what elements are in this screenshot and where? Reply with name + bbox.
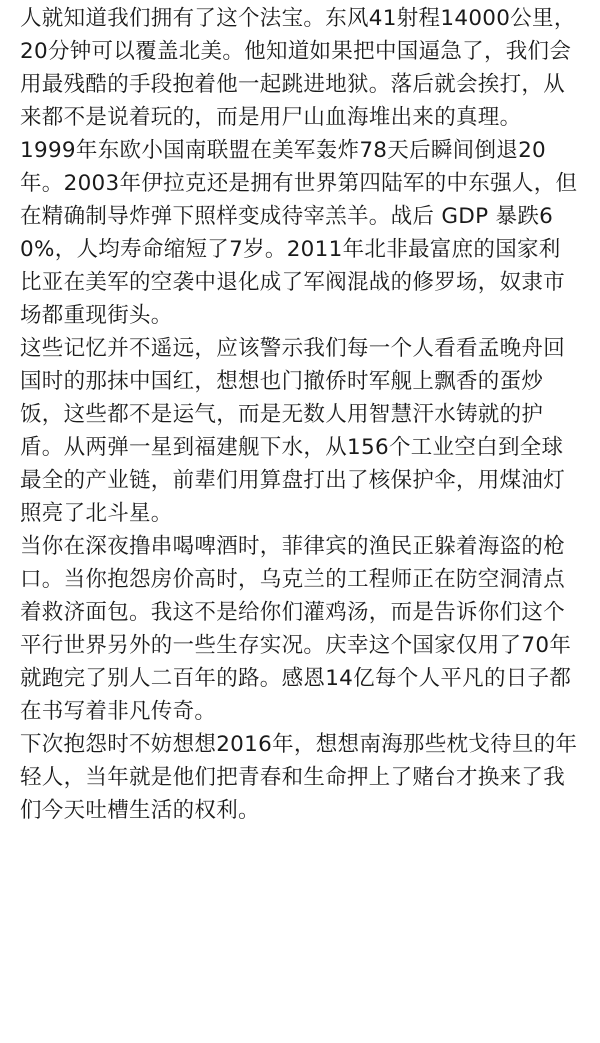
paragraph-history: 1999年东欧小国南联盟在美军轰炸78天后瞬间倒退20年。2003年伊拉克还是拥有世界第四陆军的中东强人，但在精确制导炸弹下照样变成待宰羔羊。战后 GDP 暴跌60%，人均寿命缩短了7岁。2011年北非最富庶的国家利比亚在美军的空袭中退化成了军阀混战的修罗场，奴隶市场都重现街头。 [20,138,578,328]
paragraph-closing: 下次抱怨时不妨想想2016年，想想南海那些枕戈待旦的年轻人，当年就是他们把青春和生命押上了赌台才换来了我们今天吐槽生活的权利。 [20,732,578,823]
article-body [20,2,580,827]
paragraph-memory: 这些记忆并不遥远，应该警示我们每一个人看看孟晚舟回国时的那抹中国红，想想也门撤侨时军舰上飘香的蛋炒饭，这些都不是运气，而是无数人用智慧汗水铸就的护盾。从两弹一星到福建舰下水，从156个工业空白到全球最全的产业链，前辈们用算盘打出了核保护伞，用煤油灯照亮了北斗星。 [20,336,566,526]
paragraph-contrast: 当你在深夜撸串喝啤酒时，菲律宾的渔民正躲着海盗的枪口。当你抱怨房价高时，乌克兰的工程师正在防空洞清点着救济面包。我这不是给你们灌鸡汤，而是告诉你们这个平行世界另外的一些生存实况。庆幸这个国家仅用了70年就跑完了别人二百年的路。感恩14亿每个人平凡的日子都在书写着非凡传奇。 [20,534,572,724]
paragraph-dongfeng: 人就知道我们拥有了这个法宝。东风41射程14000公里，20分钟可以覆盖北美。他知道如果把中国逼急了，我们会用最残酷的手段抱着他一起跳进地狱。落后就会挨打，从来都不是说着玩的，而是用尸山血海堆出来的真理。 [20,6,576,130]
